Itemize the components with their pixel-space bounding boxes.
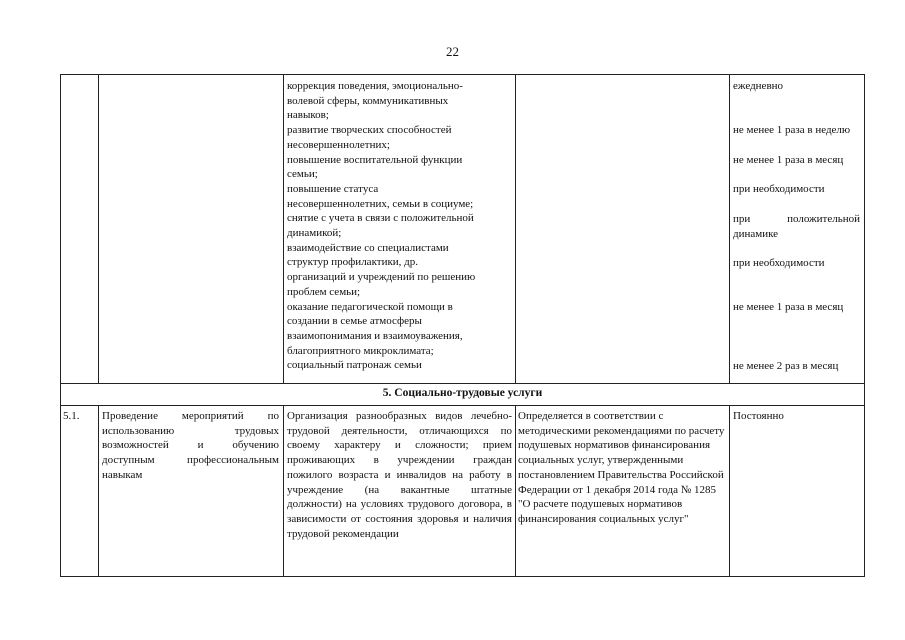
- table-right-border: [864, 74, 865, 577]
- measure-line: социальный патронаж семьи: [287, 359, 422, 372]
- measure-line: несовершеннолетних, семьи в социуме;: [287, 197, 474, 210]
- periodicity-item: не менее 1 раза в неделю: [733, 124, 851, 136]
- col-divider-3: [515, 74, 516, 384]
- periodicity-item: при необходимости: [733, 257, 825, 269]
- measure-line: коррекция поведения, эмоционально-: [287, 80, 463, 92]
- periodicity-item: не менее 1 раза в месяц: [733, 154, 844, 166]
- col-divider-4b: [729, 405, 730, 577]
- measure-line: проблем семьи;: [287, 285, 361, 298]
- measure-line: повышение статуса: [287, 182, 379, 195]
- financing-norm-cell: Определяется в соответствии с методическими рекомендациями по расчету подушевых нормативов финансирования социальных услуг, утвержденными постановлением Правительства Российской Федерации от 1 декабря 2014 года № 1285 "О расчете подушевых нормативов финансирования социальных услуг": [518, 410, 725, 525]
- col-divider-2: [283, 74, 284, 384]
- services-table: [60, 74, 865, 577]
- periodicity-item: не менее 1 раза в месяц: [733, 301, 844, 313]
- table-left-border: [60, 74, 61, 577]
- measure-line: навыков;: [287, 109, 329, 122]
- col-divider-3b: [515, 405, 516, 577]
- measure-line: развитие творческих способностей: [287, 124, 452, 137]
- col-divider-1b: [98, 405, 99, 577]
- periodicity-item: при необходимости: [733, 183, 825, 195]
- measure-line: несовершеннолетних;: [287, 138, 390, 151]
- measure-line: структур профилактики, др.: [287, 256, 419, 269]
- measure-line: взаимопонимания и взаимоуважения,: [287, 329, 463, 342]
- measure-line: благоприятного микроклимата;: [287, 344, 434, 357]
- measure-line: оказание педагогической помощи в: [287, 300, 453, 313]
- measure-line: волевой сферы, коммуникативных: [287, 94, 449, 107]
- col-divider-2b: [283, 405, 284, 577]
- section-title: 5. Социально-трудовые услуги: [382, 387, 543, 399]
- page-number: 22: [446, 44, 459, 59]
- measure-line: взаимодействие со специалистами: [287, 241, 449, 254]
- col-divider-1: [98, 74, 99, 384]
- col-divider-4: [729, 74, 730, 384]
- service-periodicity-cell: Постоянно: [733, 410, 784, 422]
- periodicity-item: при положительной динамике: [733, 213, 860, 240]
- measure-line: организаций и учреждений по решению: [287, 271, 476, 284]
- section-top-border: [60, 383, 865, 384]
- periodicity-item: ежедневно: [733, 80, 784, 92]
- service-name-cell: Проведение мероприятий по использованию трудовых возможностей и обучению доступным профессиональным навыкам: [102, 410, 279, 481]
- continuation-measures-cell: [287, 79, 511, 373]
- measure-line: динамикой;: [287, 227, 342, 240]
- measure-line: снятие с учета в связи с положительной: [287, 212, 474, 225]
- row-number: 5.1.: [63, 410, 80, 422]
- measure-line: повышение воспитательной функции: [287, 153, 463, 166]
- measure-line: семьи;: [287, 168, 318, 181]
- table-bottom-border: [60, 576, 865, 577]
- periodicity-item: не менее 2 раз в месяц: [733, 360, 839, 372]
- service-content-cell: Организация разнообразных видов лечебно-трудовой деятельности, отличающихся по своему характеру и сложности; прием проживающих в учреждении граждан пожилого возраста и инвалидов на работу в учреждение (на вакантные штатные должности) на условиях трудового договора, в зависимости от состояния здоровья и наличия трудовой рекомендации: [287, 410, 512, 540]
- table-top-border: [60, 74, 865, 75]
- measure-line: создании в семье атмосферы: [287, 315, 422, 328]
- section-bottom-border: [60, 405, 865, 406]
